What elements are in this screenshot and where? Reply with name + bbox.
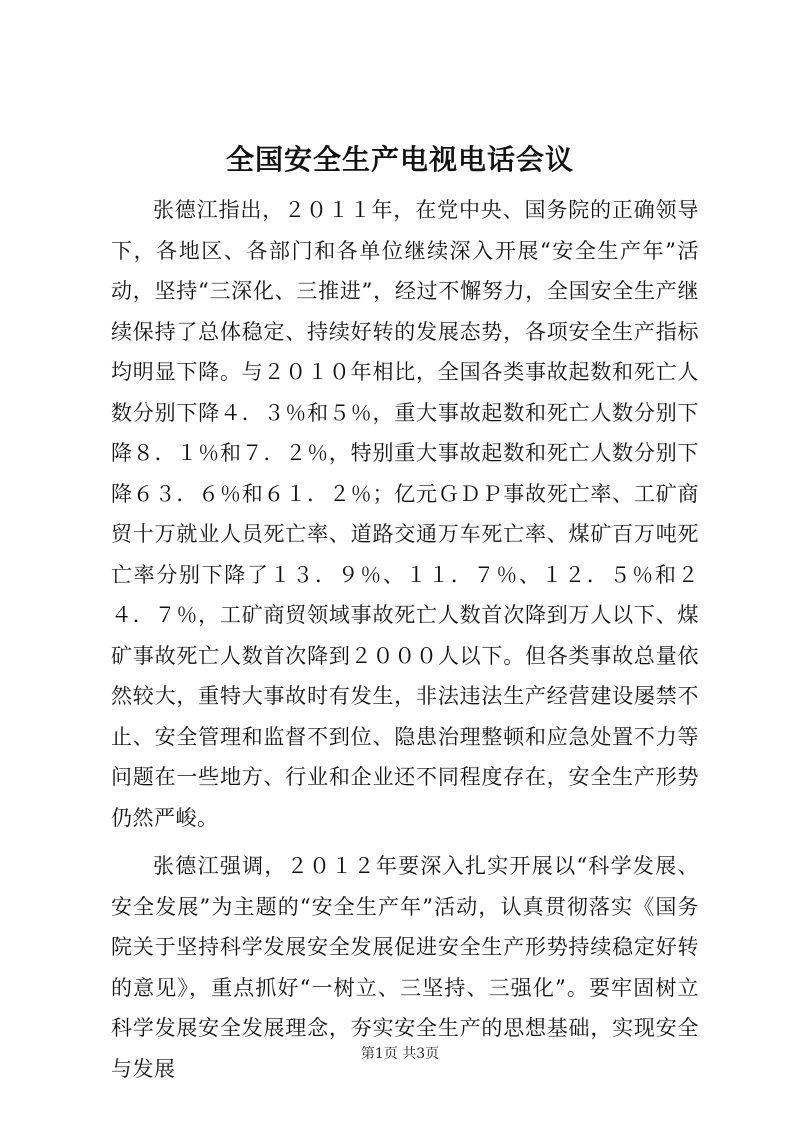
document-body	[111, 190, 699, 1089]
page-footer: 第1页 共3页	[360, 1046, 440, 1062]
paragraph-summary: 张德江指出，２０１１年，在党中央、国务院的正确领导下，各地区、各部门和各单位继续深入开展“安全生产年”活动，坚持“三深化、三推进”，经过不懈努力，全国安全生产继续保持了总体稳定、持续好转的发展态势，各项安全生产指标均明显下降。与２０１０年相比，全国各类事故起数和死亡人数分别下降４．３％和５％，重大事故起数和死亡人数分别下降８．１％和７．２％，特别重大事故起数和死亡人数分别下降６３．６％和６１．２％；亿元ＧＤＰ事故死亡率、工矿商贸十万就业人员死亡率、道路交通万车死亡率、煤矿百万吨死亡率分别下降了１３．９％、１１．７％、１２．５％和２４．７％，工矿商贸领域事故死亡人数首次降到万人以下、煤矿事故死亡人数首次降到２０００人以下。但各类事故总量依然较大，重特大事故时有发生，非法违法生产经营建设屡禁不止、安全管理和监督不到位、隐患治理整顿和应急处置不力等问题在一些地方、行业和企业还不同程度存在，安全生产形势仍然严峻。	[111, 198, 699, 830]
page-title: 全国安全生产电视电话会议	[225, 143, 574, 176]
paragraph-emphasis: 张德江强调，２０１２年要深入扎实开展以“科学发展、安全发展”为主题的“安全生产年”活动，认真贯彻落实《国务院关于坚持科学发展安全发展促进安全生产形势持续稳定好转的意见》，重点抓好“一树立、三坚持、三强化”。要牢固树立科学发展安全发展理念，夯实安全生产的思想基础，实现安全与发展	[111, 854, 699, 1081]
